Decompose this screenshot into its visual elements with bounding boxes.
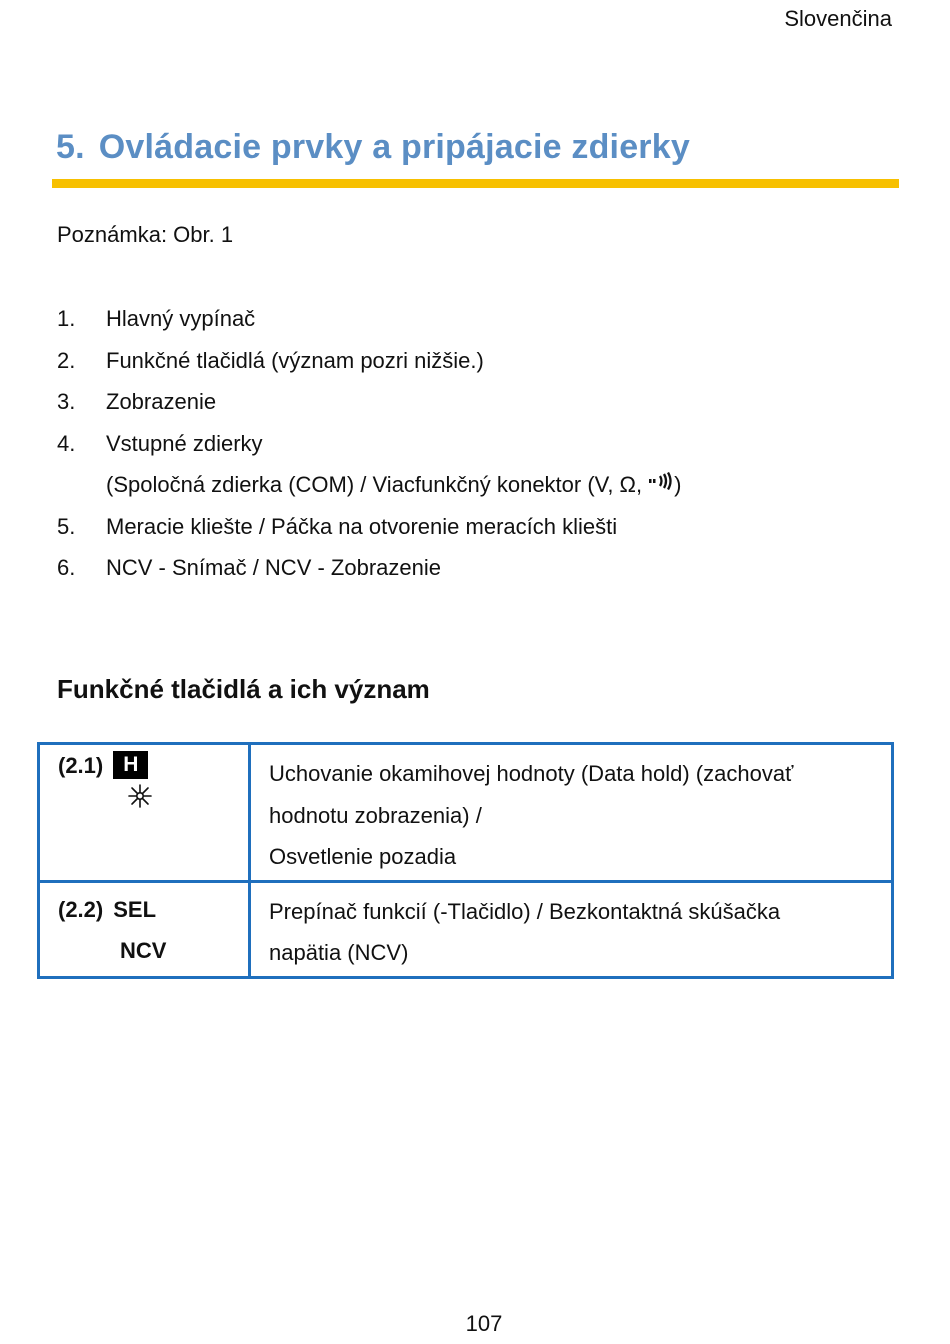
section-number: 5. [56, 128, 85, 166]
list-item [57, 340, 681, 382]
function-buttons-table [37, 742, 894, 979]
item-number: 1. [57, 306, 76, 331]
list-item [57, 423, 681, 506]
item-text: Funkčné tlačidlá (význam pozri nižšie.) [106, 347, 484, 373]
item-text-continued [106, 464, 681, 506]
item-subtext: (Spoločná zdierka (COM) / Viacfunkčný konektor (V, Ω, [106, 472, 643, 497]
item-number: 5. [57, 513, 76, 539]
backlight-sun-icon [127, 783, 153, 809]
function-buttons-heading: Funkčné tlačidlá a ich význam [57, 674, 430, 704]
description-cell [250, 744, 893, 882]
item-number: 4. [57, 430, 76, 456]
description-line: Osvetlenie pozadia [269, 844, 457, 869]
controls-list [57, 298, 681, 589]
section-heading [56, 128, 690, 167]
function-id: (2.2) [58, 896, 104, 922]
key-line [58, 747, 248, 785]
key-line [58, 889, 248, 930]
table-row [39, 881, 893, 977]
language-label: Slovenčina [784, 6, 892, 31]
item-text: NCV - Snímač / NCV - Zobrazenie [106, 555, 441, 580]
item-text: Vstupné zdierky [106, 430, 263, 456]
item-number: 2. [57, 347, 76, 373]
item-body [106, 423, 681, 506]
table-row [39, 744, 893, 882]
list-item [57, 298, 681, 340]
function-id: (2.1) [58, 753, 104, 778]
item-number: 3. [57, 389, 76, 414]
item-text: Zobrazenie [106, 389, 217, 414]
sel-key-label: SEL [113, 896, 157, 922]
item-text: Hlavný vypínač [106, 306, 256, 331]
ncv-key-label: NCV [120, 937, 167, 963]
description-line: Prepínač funkcií (-Tlačidlo) / Bezkontaktná skúšačka [269, 898, 781, 924]
page-number: 107 [465, 1311, 503, 1336]
list-item [57, 547, 681, 589]
heading-rule [52, 179, 899, 188]
item-text: Meracie kliešte / Páčka na otvorenie meracích kliešti [106, 513, 618, 539]
key-cell [39, 744, 250, 882]
description-cell [250, 881, 893, 977]
hold-key-label: H [113, 751, 148, 779]
key-cell [39, 881, 250, 977]
description-line: Uchovanie okamihovej hodnoty (Data hold) (zachovať [269, 761, 794, 786]
item-number: 6. [57, 555, 76, 580]
list-item [57, 381, 681, 423]
section-title: Ovládacie prvky a pripájacie zdierky [98, 128, 690, 166]
description-line: hodnotu zobrazenia) / [269, 802, 482, 828]
note-text: Poznámka: Obr. 1 [57, 222, 234, 247]
list-item [57, 506, 681, 548]
item-subtext-end: ) [674, 472, 682, 497]
continuity-sound-icon [648, 472, 674, 490]
description-line: napätia (NCV) [269, 940, 409, 965]
